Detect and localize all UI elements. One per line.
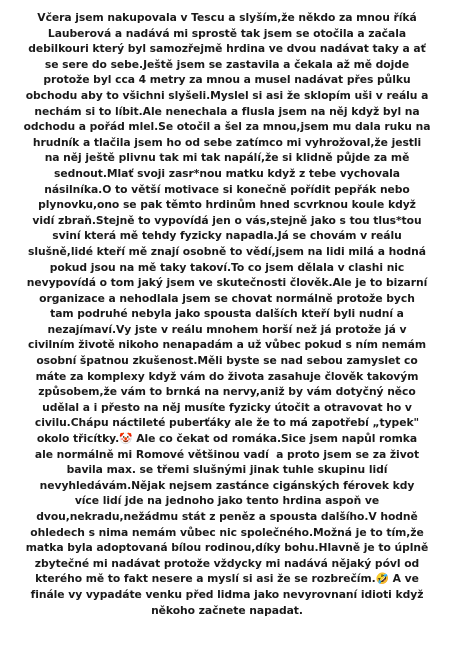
story-text: Včera jsem nakupovala v Tescu a slyším,že někdo za mnou říká Lauberová a nadává mi sprostě tak jsem se otočila a začala debilkouri který byl samozřejmě hrdina ve dvou nadávat taky a ať se sere do sebe.Ještě jsem se zastavila a čekala až mě dojde protože byl cca 4 metry za mnou a musel nadávat přes půlku obchodu aby to všichni slyšeli.Myslel si asi že sklopím uši v reálu a nechám si to líbit.Ale nenechala a flusla jsem na něj když byl na odchodu a pořád mlel.Se otočil a šel za mnou,jsem mu dala ruku na hrudník a tlačila jsem ho od sebe zatímco mi vyhrožoval,že jestli na něj ještě plivnu tak mi tak napálí,že si klidně půjde za mě sednout.Mlať svoji zasr*nou matku když z tebe vychovala násilníka.O to větší motivace si konečně pořídit pepřák nebo plynovku,ono se pak těmto hrdinům hned scvrknou koule když vidí zbraň.Stejně to vypovídá jen o vás,stejně jako s tou tlus*tou sviní která mě tehdy fyzicky napadla.Já se chovám v reálu slušně,lidé kteří mě znají osobně to vědí,jsem na lidi milá a hodná pokud jsou na mě taky takoví.To co jsem dělala v clashi nic nevypovídá o tom jaký jsem ve skutečnosti člověk.Ale je to bizarní organizace a nehodlala jsem se chovat normálně protože bych tam podruhé nebyla jako spousta dalších kteří byli nudní a nezajímaví.Vy jste v reálu mnohem horší než já protože já v civilním životě nikoho nenapadám a už vůbec pokud s ním nemám osobní špatnou zkušenost.Měli byste se nad sebou zamyslet co máte za komplexy když vám do života zasahuje člověk takovým způsobem,že vám to brnká na nervy,aniž by vám dotyčný něco udělal a i přesto na něj musíte fyzicky útočit a otravovat ho v civilu.Chápu náctileté puberťáky ale že to má zapotřebí „typek" okolo třicítky.🤡 Ale co čekat od romáka.Sice jsem napůl romka ale normálně mi Romové většinou vadí a proto jsem se za život bavila max. se třemi slušnými jinak tuhle skupinu lidí nevyhledávám.Nějak nejsem zastánce cigánských férovek kdy více lidí jde na jednoho jako tento hrdina aspoň ve dvou,nekradu,nežádmu stát z peněz a spousta dalšího.V hodně ohledech s nima nemám vůbec nic společného.Možná je to tím,že matka byla adoptovaná bílou rodinou,díky bohu.Hlavně je to úplně zbytečné mi nadávat protože vždycky mi nadává nějaký póvl od kterého mě to fakt nesere a myslí si asi že se rozbrečím.🤣 A ve finále vy vypadáte venku před lidma jako nevyrovnaní idioti když někoho začnete napadat. (23, 11, 431, 617)
